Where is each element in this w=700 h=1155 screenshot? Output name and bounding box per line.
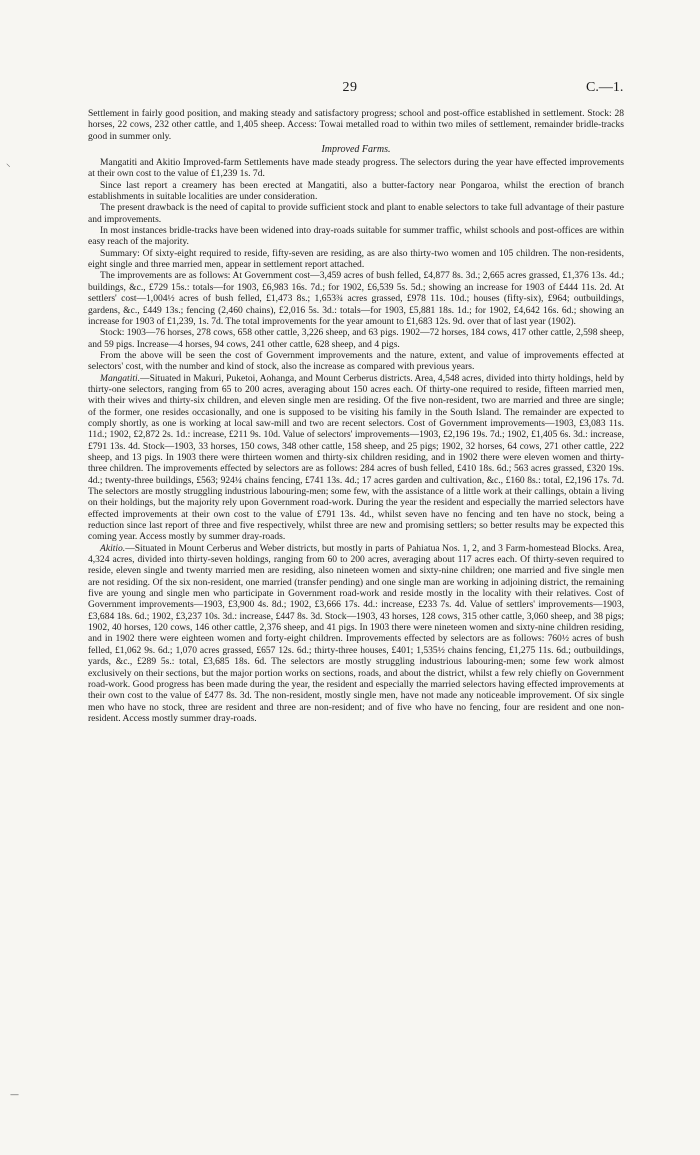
paragraph: From the above will be seen the cost of Government improvements and the nature, extent, and value of improvements effected at selectors' cost, with the number and kind of stock, also the increase as compared with previous years.: [88, 349, 624, 373]
mangatiti-heading: Mangatiti.: [100, 372, 141, 384]
akitio-paragraph: [88, 543, 624, 725]
paragraph: Summary: Of sixty-eight required to reside, fifty-seven are residing, as are also thirty-two women and 105 children. The non-residents, eight single and three married men, appear in settlement report attached.: [88, 247, 624, 271]
mangatiti-paragraph: [88, 373, 624, 543]
akitio-heading: Akitio.: [100, 542, 126, 554]
section-heading: Improved Farms.: [321, 144, 391, 156]
paragraph: The improvements are as follows: At Government cost—3,459 acres of bush felled, £4,877 8s. 3d.; 2,665 acres grassed, £1,376 13s. 4d.; buildings, &c., £729 15s.: totals—for 1903, £6,983 16s. 7d.; for 1902, £6,539 5s. 5d.; showing an increase for 1903 of £444 11s. 2d. At settlers' cost—1,004½ acres of bush felled, £1,473 8s.; 1,653¾ acres grassed, £978 11s. 10d.; houses (fifty-six), £964; outbuildings, gardens, &c., £449 13s.; fencing (2,460 chains), £2,016 5s. 3d.: totals—for 1903, £5,881 18s. 1d.; for 1902, £4,642 16s. 6d.; showing an increase for 1903 of £1,239, 1s. 7d. The total improvements for the year amount to £1,683 12s. 9d. over that of last year (1902).: [88, 270, 624, 327]
paragraph: Stock: 1903—76 horses, 278 cows, 658 other cattle, 3,226 sheep, and 63 pigs. 1902—72 horses, 184 cows, 417 other cattle, 2,598 sheep, and 59 pigs. Increase—4 horses, 94 cows, 241 other cattle, 628 sheep, and 4 pigs.: [88, 327, 624, 350]
paragraph: In most instances bridle-tracks have been widened into dray-roads suitable for summer traffic, whilst schools and post-offices are within easy reach of the majority.: [88, 225, 624, 248]
paragraph: The present drawback is the need of capital to provide sufficient stock and plant to enable selectors to take full advantage of their pasture and improvements.: [88, 202, 624, 225]
document-body: [88, 108, 624, 724]
margin-mark: ⸌: [6, 163, 11, 173]
akitio-text: —Situated in Mount Cerberus and Weber districts, but mostly in parts of Pahiatua Nos. 1, 2, and 3 Farm-homestead Blocks. Area, 4,324 acres, divided into thirty-seven holdings, ranging from 60 to 200 acres, averaging about 117 acres each. Of thirty-seven required to reside, eleven single and twenty married men are residing, also nineteen women and sixty-nine children; one married and five single men are not residing. Of the six non-resident, one married (transfer pending) and one single man are working in adjoining district, the remaining five are young and single men who participate in Government road-work and reside mostly in the locality with their relatives. Cost of Government improvements—1903, £3,900 4s. 8d.; 1902, £3,666 17s. 4d.: increase, £233 7s. 4d. Value of settlers' improvements—1903, £3,684 18s. 6d.; 1902, £3,237 10s. 3d.: increase, £447 8s. 3d. Stock—1903, 43 horses, 128 cows, 315 other cattle, 3,060 sheep, and 38 pigs; 1902, 40 horses, 120 cows, 146 other cattle, 2,376 sheep, and 41 pigs. In 1903 there were nineteen women and sixty-nine children residing, and in 1902 there were eighteen women and forty-eight children. Improvements effected by selectors are as follows: 760½ acres of bush felled, £1,062 9s. 6d.; 1,070 acres grassed, £657 12s. 6d.; thirty-three houses, £401; 1,535½ chains fencing, £1,275 11s. 6d.; outbuildings, yards, &c., £289 5s.: total, £3,685 18s. 6d. The selectors are mostly struggling industrious labouring-men; some few work almost exclusively on their sections, but the major portion works on sections, roads, and about the district, whilst a few rely chiefly on Government road-work. Good progress has been made during the year, the resident and especially the married selectors having effected improvements at their own cost to the value of £477 8s. 3d. The non-resident, mostly single men, have not made any noticeable improvement. Of six single men who have no stock, three are resident and three are non-resident; and of five who have no fencing, four are resident and one non-resident. Access mostly summer dray-roads.: [88, 542, 624, 724]
page-number: 29: [342, 80, 358, 95]
mangatiti-text: —Situated in Makuri, Puketoi, Aohanga, and Mount Cerberus districts. Area, 4,548 acres, divided into thirty holdings, held by thirty-one selectors, ranging from 65 to 200 acres, averaging about 150 acres each. Of thirty-one required to reside, fifteen married men, with their wives and thirty-six children, and eleven single men are residing. Of the five non-resident, two are married and three are single; of the former, one resides occasionally, and one is supposed to be visiting his family in the South Island. The remainder are expected to comply shortly, as one is working at local saw-mill and two are recent selectors. Cost of Government improvements—1903, £3,083 11s. 11d.; 1902, £2,872 2s. 1d.: increase, £211 9s. 10d. Value of selectors' improvements—1903, £2,196 19s. 7d.; 1902, £1,405 6s. 3d.: increase, £791 13s. 4d. Stock—1903, 33 horses, 150 cows, 348 other cattle, 158 sheep, and 25 pigs; 1902, 32 horses, 64 cows, 271 other cattle, 222 sheep, and 13 pigs. In 1903 there were thirteen women and thirty-six children residing, and in 1902 there were eleven women and thirty-three children. The improvements effected by selectors are as follows: 284 acres of bush felled, £410 18s. 6d.; 563 acres grassed, £320 19s. 4d.; twenty-three buildings, £563; 924¼ chains fencing, £741 13s. 4d.; 17 acres garden and cultivation, &c., £160 8s.: total, £2,196 17s. 7d. The selectors are mostly struggling industrious labouring-men; some few, with the assistance of a little work at their callings, obtain a living on their holdings, but the majority rely upon Government road-work. During the year the resident and especially the married selectors have effected improvements at their own cost to the value of £791 13s. 4d., whilst seven have no fencing and ten have no stock, being a reduction since last report of three and five respectively, whilst three are new and promising settlers; so better results may be expected this coming year. Access mostly by summer dray-roads.: [88, 372, 624, 543]
opening-paragraph: Settlement in fairly good position, and making steady and satisfactory progress; school and post-office established in settlement. Stock: 28 horses, 22 cows, 232 other cattle, and 1,405 sheep. Access: Towai metalled road to within two miles of settlement, remainder bridle-tracks good in summer only.: [88, 108, 624, 142]
paragraph: Since last report a creamery has been erected at Mangatiti, also a butter-factory near Pongaroa, whilst the erection of branch establishments in suitable localities are under consideration.: [88, 179, 624, 203]
document-reference: C.—1.: [586, 80, 624, 95]
margin-mark: —: [10, 1090, 19, 1100]
paragraph: Mangatiti and Akitio Improved-farm Settlements have made steady progress. The selectors during the year have effected improvements at their own cost to the value of £1,239 1s. 7d.: [88, 157, 624, 180]
